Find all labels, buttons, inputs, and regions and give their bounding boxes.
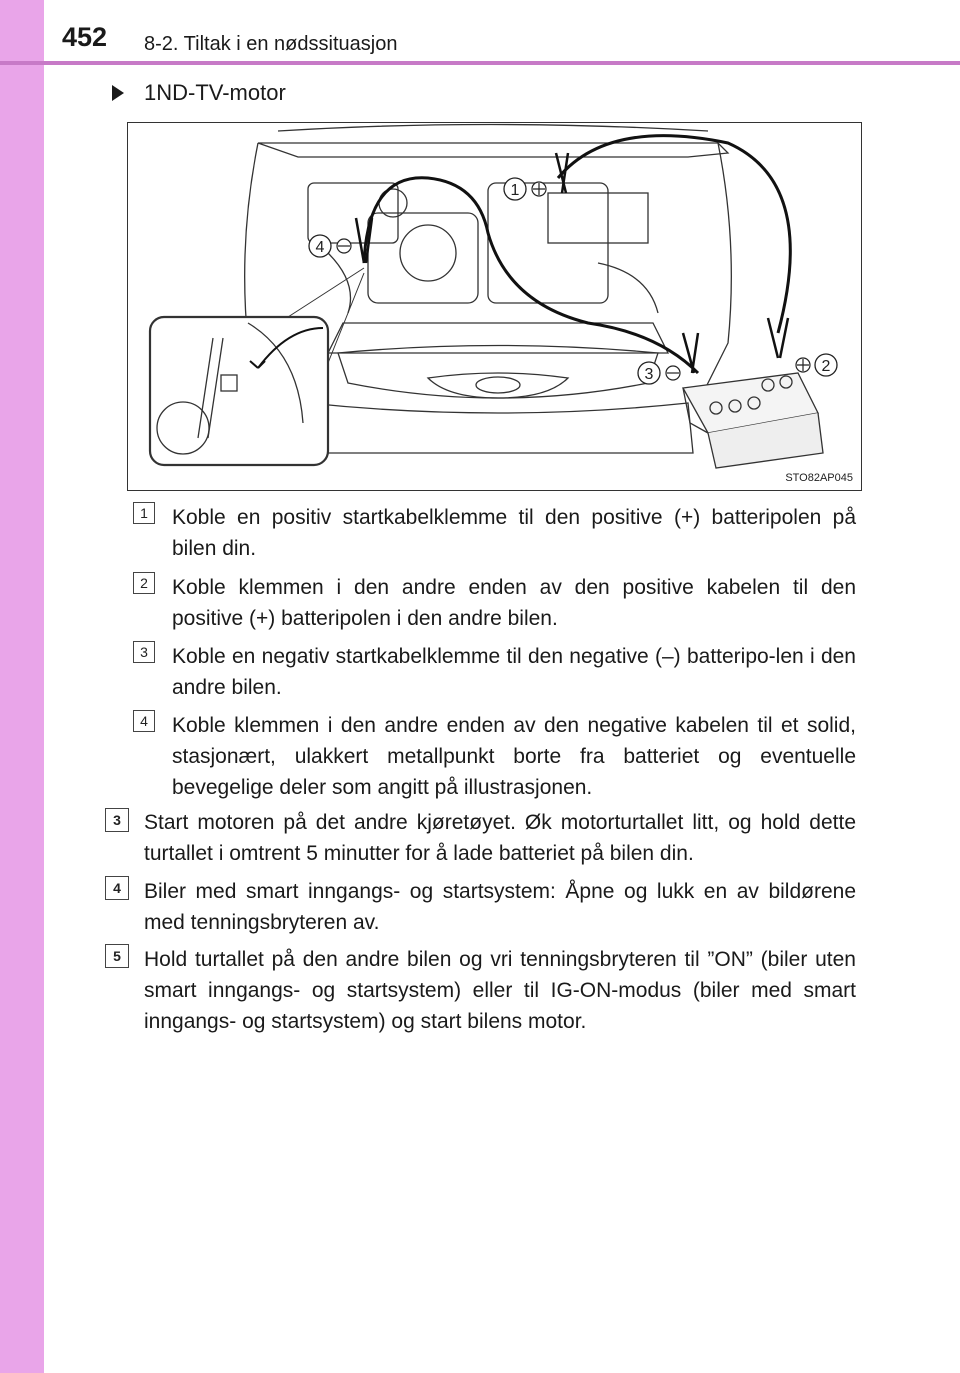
engine-variant-label	[112, 80, 286, 106]
step-text-3: Start motoren på det andre kjøretøyet. Øk motorturtallet litt, og hold dette turtallet i omtrent 5 minutter for å lade batteriet på bilen din.	[144, 811, 856, 865]
callout-layer	[128, 123, 862, 491]
step-number-3: 3	[105, 808, 129, 832]
step-text-5: Hold turtallet på den andre bilen og vri tenningsbryteren til ”ON” (biler uten smart inngangs- og startsystem) eller til IG-ON-modus (biler med smart inngangs- og startsystem) og start bilens motor.	[144, 948, 856, 1033]
engine-variant-text: 1ND-TV-motor	[144, 80, 286, 105]
svg-text:3: 3	[644, 366, 654, 383]
substep-text-1: Koble en positiv startkabelklemme til den positive (+) batteripolen på bilen din.	[172, 506, 856, 560]
callout-4	[309, 235, 351, 257]
svg-text:1: 1	[510, 182, 520, 199]
page-number: 452	[62, 22, 108, 52]
substep-text-4: Koble klemmen i den andre enden av den negative kabelen til et solid, stasjonært, ulakkert metallpunkt borte fra batteriet og eventuelle bevegelige deler som angitt på illustrasjonen.	[172, 714, 856, 799]
substep-text-3: Koble en negativ startkabelklemme til den negative (–) batteripo-len i den andre bilen.	[172, 645, 856, 699]
substep-number-3: 3	[133, 641, 155, 663]
step-number-5: 5	[105, 944, 129, 968]
figure-code: STO82AP045	[785, 472, 853, 484]
bullet-triangle-icon	[112, 85, 124, 101]
step-text-4: Biler med smart inngangs- og startsystem: Åpne og lukk en av bildørene med tenningsbryteren av.	[144, 880, 856, 934]
svg-text:4: 4	[315, 239, 325, 256]
step-number-4: 4	[105, 876, 129, 900]
substep-number-2: 2	[133, 572, 155, 594]
callout-3	[638, 362, 680, 384]
jump-start-illustration	[127, 122, 862, 491]
callout-2	[796, 354, 837, 376]
side-tab-bar	[0, 0, 44, 1373]
substep-text-2: Koble klemmen i den andre enden av den positive kabelen til den positive (+) batteripolen i den andre bilen.	[172, 576, 856, 630]
callout-1	[504, 178, 546, 200]
header-rule	[0, 61, 960, 65]
substep-number-4: 4	[133, 710, 155, 732]
svg-text:2: 2	[821, 358, 831, 375]
substep-number-1: 1	[133, 502, 155, 524]
section-title: 8-2. Tiltak i en nødssituasjon	[144, 33, 398, 55]
